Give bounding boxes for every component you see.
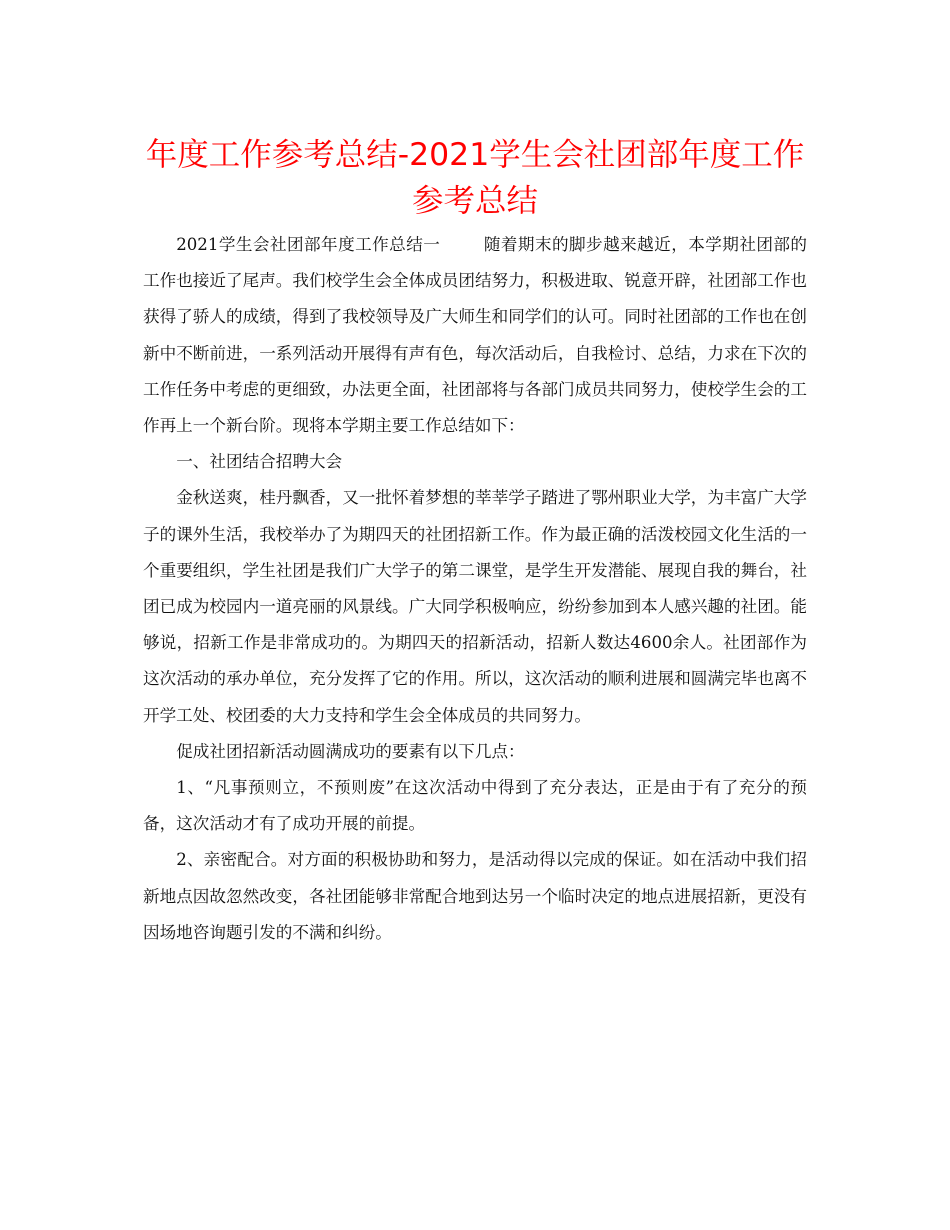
document-body bbox=[143, 227, 807, 951]
intro-paragraph bbox=[143, 227, 807, 444]
factor-item-1: 1、“凡事预则立，不预则废”在这次活动中得到了充分表达，正是由于有了充分的预备，这次活动才有了成功开展的前提。 bbox=[143, 778, 807, 834]
factor-item-2: 2、亲密配合。对方面的积极协助和努力，是活动得以完成的保证。如在活动中我们招新地点因故忽然改变，各社团能够非常配合地到达另一个临时决定的地点进展招新，更没有因场地咨询题引发的不满和纠纷。 bbox=[143, 850, 807, 942]
body-paragraph: 金秋送爽，桂丹飘香，又一批怀着梦想的莘莘学子踏进了鄂州职业大学，为丰富广大学子的课外生活，我校举办了为期四天的社团招新工作。作为最正确的活泼校园文化生活的一个重要组织，学生社团是我们广大学子的第二课堂，是学生开发潜能、展现自我的舞台，社团已成为校园内一道亮丽的风景线。广大同学积极响应，纷纷参加到本人感兴趣的社团。能够说，招新工作是非常成功的。为期四天的招新活动，招新人数达4600余人。社团部作为这次活动的承办单位，充分发挥了它的作用。所以，这次活动的顺利进展和圆满完毕也离不开学工处、校团委的大力支持和学生会全体成员的共同努力。 bbox=[143, 488, 807, 725]
document-title: 年度工作参考总结-2021学生会社团部年度工作参考总结 bbox=[145, 137, 805, 219]
section-heading-1: 一、社团结合招聘大会 bbox=[176, 452, 343, 472]
intro-heading: 2021学生会社团部年度工作总结一 bbox=[176, 235, 441, 254]
factors-intro: 促成社团招新活动圆满成功的要素有以下几点： bbox=[176, 741, 525, 761]
intro-text: 随着期末的脚步越来越近，本学期社团部的工作也接近了尾声。我们校学生会全体成员团结努力，积极进取、锐意开辟，社团部工作也获得了骄人的成绩，得到了我校领导及广大师生和同学们的认可。同时社团部的工作也在创新中不断前进，一系列活动开展得有声有色，每次活动后，自我检讨、总结，力求在下次的工作任务中考虑的更细致，办法更全面，社团部将与各部门成员共同努力，使校学生会的工作再上一个新台阶。现将本学期主要工作总结如下： bbox=[143, 235, 808, 436]
